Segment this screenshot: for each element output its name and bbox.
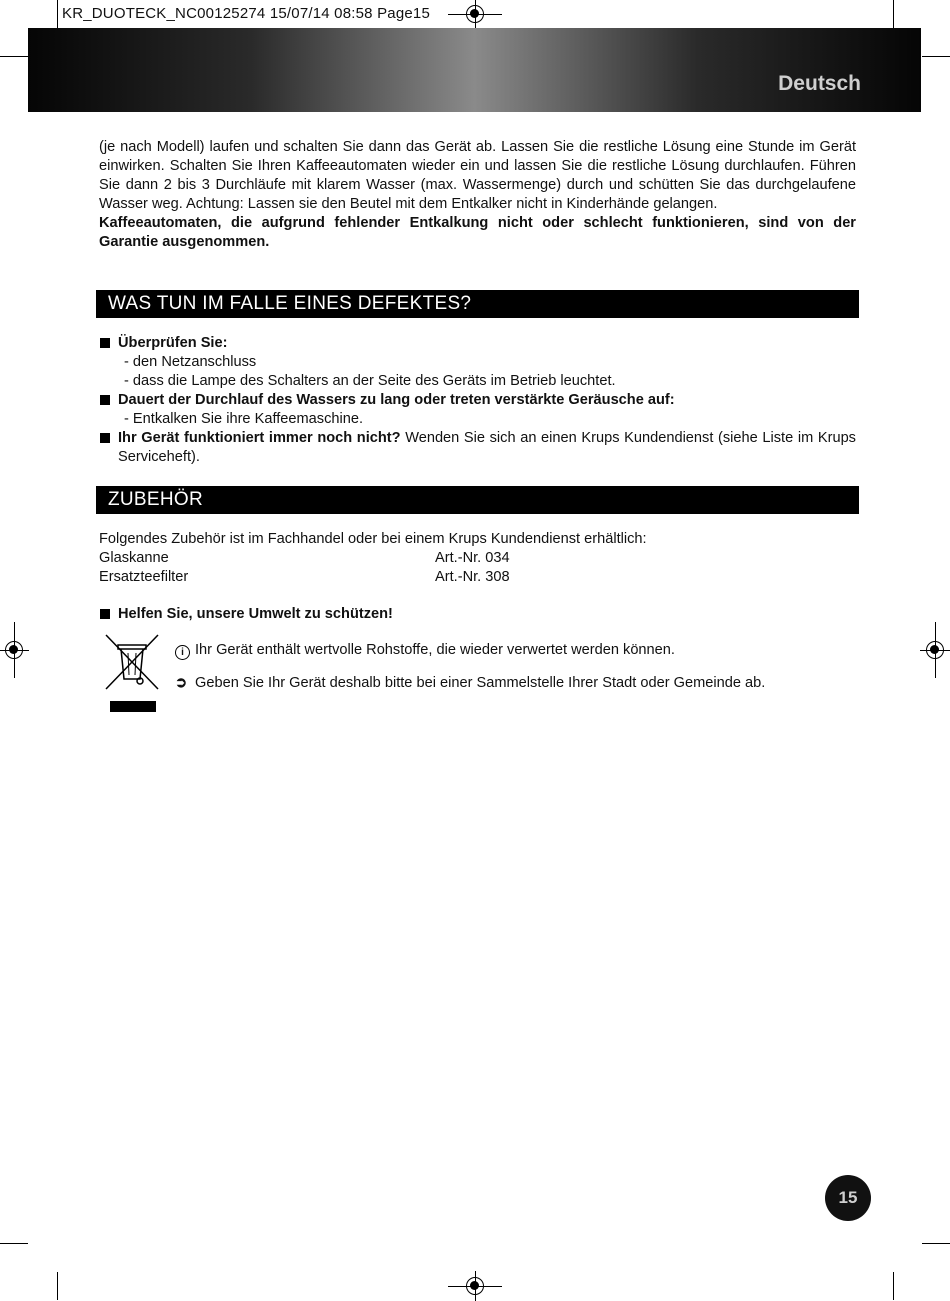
registration-mark-icon [466, 1277, 484, 1295]
crop-mark [922, 56, 950, 57]
intro-text: (je nach Modell) laufen und schalten Sie dann das Gerät ab. Lassen Sie die restliche Lösung eine Stunde im Gerät einwirken. Schalten Sie Ihren Kaffeeautomaten wieder ein und lassen Sie die restliche Lösung durchlaufen. Führen Sie dann 2 bis 3 Durchläufe mit klarem Wasser (max. Wassermenge) durch und schütten Sie das durchgelaufene Wasser weg. Achtung: Lassen sie den Beutel mit dem Entkalker nicht in Kinderhände gelangen. [99, 139, 856, 212]
action-text: Geben Sie Ihr Gerät deshalb bitte bei einer Sammelstelle Ihrer Stadt oder Gemeinde ab. [195, 675, 766, 691]
page-number: 15 [825, 1175, 871, 1221]
crop-mark [0, 56, 28, 57]
still-text: Wenden Sie sich an einen Krups Kundendienst (siehe Liste im Krups Serviceheft). [118, 430, 856, 465]
check-heading: Überprüfen Sie: [118, 335, 228, 351]
list-item [99, 605, 856, 624]
crop-mark [893, 0, 894, 28]
crop-mark [0, 1243, 28, 1244]
registration-mark-icon [466, 5, 484, 23]
accessories-block [99, 530, 856, 587]
info-icon: i [175, 645, 190, 660]
square-bullet-icon [100, 433, 110, 443]
accessory-row [99, 568, 856, 587]
crop-mark [922, 1243, 950, 1244]
info-text: Ihr Gerät enthält wertvolle Rohstoffe, die wieder verwertet werden können. [195, 642, 675, 658]
print-slug: KR_DUOTECK_NC00125274 15/07/14 08:58 Page15 [62, 5, 431, 22]
crossed-out-bin-icon [104, 633, 160, 713]
crop-mark [893, 1272, 894, 1300]
section-heading-accessories: ZUBEHÖR [96, 486, 859, 514]
registration-mark-icon [926, 641, 944, 659]
accessory-art-number: Art.-Nr. 308 [435, 569, 510, 585]
check-item: - den Netzanschluss [124, 354, 257, 370]
accessory-name: Ersatzteefilter [99, 569, 189, 585]
accessory-name: Glaskanne [99, 550, 169, 566]
header-banner [28, 28, 921, 112]
defect-list [99, 334, 856, 467]
environment-heading-row [99, 605, 856, 624]
square-bullet-icon [100, 338, 110, 348]
section-heading-defect: WAS TUN IM FALLE EINES DEFEKTES? [96, 290, 859, 318]
still-heading: Ihr Gerät funktioniert immer noch nicht? [118, 430, 401, 446]
flow-heading: Dauert der Durchlauf des Wassers zu lang oder treten verstärkte Geräusche auf: [118, 392, 675, 408]
crop-mark [57, 0, 58, 28]
environment-heading: Helfen Sie, unsere Umwelt zu schützen! [118, 606, 393, 622]
crop-mark [57, 1272, 58, 1300]
square-bullet-icon [100, 609, 110, 619]
action-line [175, 674, 765, 691]
intro-paragraph [99, 138, 856, 252]
accessories-intro: Folgendes Zubehör ist im Fachhandel oder bei einem Krups Kundendienst erhältlich: [99, 531, 647, 547]
warranty-warning: Kaffeeautomaten, die aufgrund fehlender Entkalkung nicht oder schlecht funktionieren, sind von der Garantie ausgenommen. [99, 215, 856, 250]
list-item [99, 334, 856, 353]
accessory-art-number: Art.-Nr. 034 [435, 550, 510, 566]
flow-item: - Entkalken Sie ihre Kaffeemaschine. [124, 411, 364, 427]
registration-mark-icon [5, 641, 23, 659]
check-item: - dass die Lampe des Schalters an der Seite des Geräts im Betrieb leuchtet. [124, 373, 616, 389]
language-label: Deutsch [778, 72, 861, 95]
list-item [99, 391, 856, 410]
info-line [175, 642, 675, 660]
list-item [99, 429, 856, 467]
accessory-row [99, 549, 856, 568]
arrow-right-icon: ➲ [175, 675, 188, 691]
square-bullet-icon [100, 395, 110, 405]
